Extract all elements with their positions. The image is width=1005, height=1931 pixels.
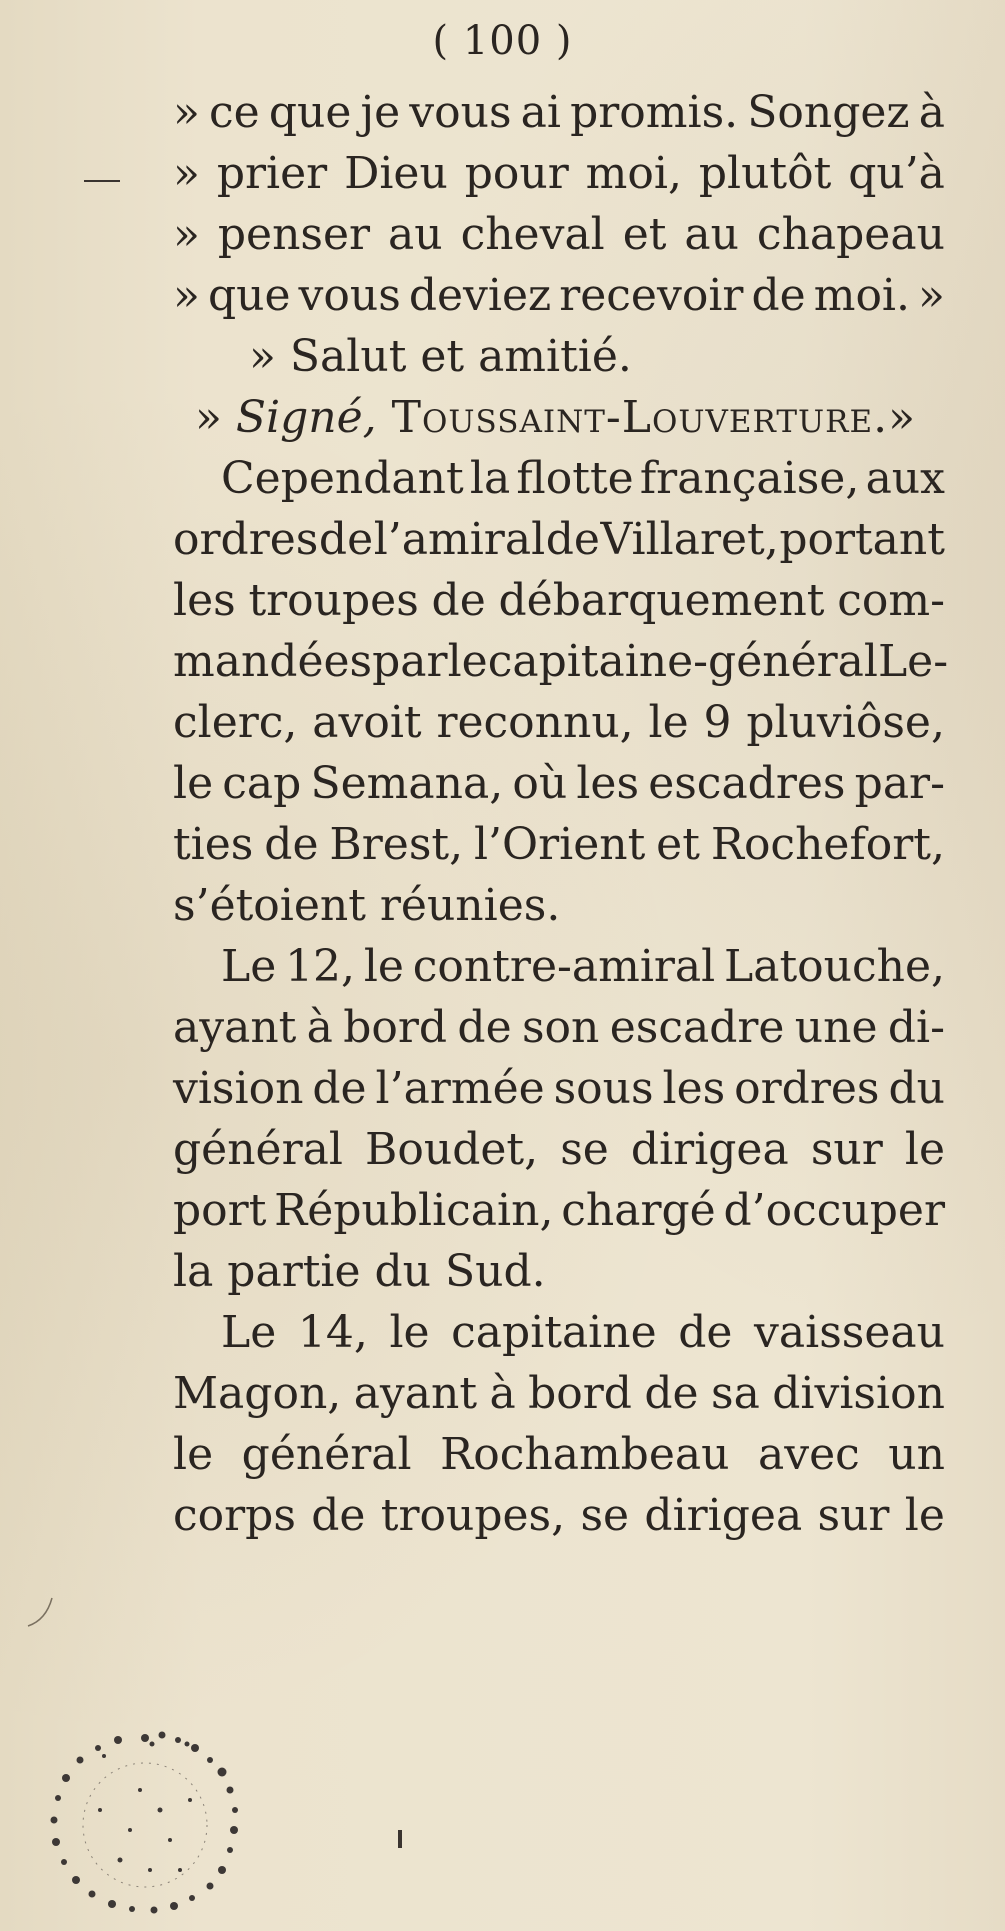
word: troupes, [380,1490,566,1541]
word: 14, [297,1307,368,1358]
word: bord [528,1368,632,1419]
word: Le- [877,636,949,687]
word: port [173,1185,267,1236]
word: ordres [173,514,319,565]
text-line: s’étoient réunies. [173,880,561,931]
word: cheval [460,209,605,260]
word: flotte [516,453,634,504]
word: je [360,87,401,138]
word: contre-amiral [412,941,716,992]
text-line [173,570,945,631]
word: ordres [734,1063,880,1114]
word: corps [173,1490,296,1541]
page-body [173,82,949,1546]
word: française, [639,453,860,504]
word: capitaine-général [487,636,878,687]
word: l’amiral [373,514,546,565]
word: qu’à [848,148,945,199]
word: ayant [353,1368,478,1419]
word: se [560,1124,609,1175]
text-line [173,1424,945,1485]
word: prier [216,148,328,199]
word: l’armée [375,1063,545,1114]
word: ce [209,87,260,138]
word: » [173,209,200,260]
word: ayant [173,1002,297,1053]
word: troupes [248,575,419,626]
word: vous [298,270,401,321]
word: capitaine [451,1307,657,1358]
word: pour [464,148,569,199]
word: Brest, [329,819,464,870]
word: le [389,1307,430,1358]
word: une [794,1002,878,1053]
word: chargé [561,1185,716,1236]
word: à [918,87,945,138]
word: ties [173,819,254,870]
text-line [173,509,945,570]
word: Le [221,941,277,992]
word: sous [553,1063,654,1114]
word: que [207,270,291,321]
word: que [268,87,352,138]
word: » [918,270,945,321]
word: di- [887,1002,945,1053]
word: vous [409,87,512,138]
word: les [173,575,236,626]
word: le [904,1490,945,1541]
word: sur [817,1490,890,1541]
text-line [173,265,945,326]
text-line [173,1302,945,1363]
word: de [644,1368,699,1419]
word: recevoir [559,270,744,321]
text-line [173,82,945,143]
word: débarquement [498,575,825,626]
word: avec [757,1429,860,1480]
word: moi. [813,270,910,321]
text-line [173,1180,945,1241]
word: cap [222,758,302,809]
word: se [580,1490,630,1541]
word: » [173,148,200,199]
word: Républicain, [274,1185,554,1236]
word: ai [520,87,561,138]
word: le [447,636,488,687]
word: au [388,209,443,260]
word: sur [810,1124,883,1175]
word: son [521,1002,600,1053]
word: Dieu [344,148,448,199]
word: à [489,1368,516,1419]
word: escadres [648,758,846,809]
word: dirigea [630,1124,789,1175]
word: les [662,1063,726,1114]
text-line [173,143,945,204]
word: général [241,1429,412,1480]
word: Magon, [173,1368,342,1419]
word: et [656,819,700,870]
word: deviez [408,270,552,321]
word: de [678,1307,733,1358]
word: à [306,1002,333,1053]
text-line [173,1119,945,1180]
word: le [648,697,689,748]
word: 9 [703,697,732,748]
text-line [173,1363,945,1424]
word: le [173,1429,214,1480]
word: bord [343,1002,448,1053]
word: Rochefort, [710,819,945,870]
text-line [173,997,945,1058]
word: par [372,636,448,687]
ink-mark [22,1590,72,1630]
word: au [684,209,739,260]
word: plutôt [698,148,832,199]
library-stamp [40,1720,250,1930]
text-line [173,936,945,997]
page-number: ( 100 ) [432,18,573,64]
word: vision [173,1063,304,1114]
word: le [363,941,404,992]
word: penser [217,209,371,260]
text-line [173,692,945,753]
word: Songez [747,87,910,138]
word: où [512,758,568,809]
word: Latouche, [724,941,945,992]
word: de [311,1490,366,1541]
word: portant [779,514,945,565]
text-line [173,814,945,875]
word: Le [221,1307,277,1358]
word: reconnu, [436,697,634,748]
text-line [173,448,945,509]
word: de [431,575,486,626]
word: division [772,1368,945,1419]
word: chapeau [756,209,945,260]
word: l’Orient [473,819,646,870]
word: de [312,1063,367,1114]
signature-signed: Signé, [235,392,377,443]
word: Cependant [221,453,464,504]
word: de [545,514,600,565]
word: sa [711,1368,760,1419]
word: mandées [173,636,373,687]
word: la [469,453,511,504]
word: de [264,819,319,870]
word: com- [837,575,945,626]
word: 12, [285,941,356,992]
signature-line [173,387,945,448]
word: Semana, [310,758,504,809]
salutation-line: » Salut et amitié. [249,331,632,382]
signature-name: Toussaint-Louverture.» [376,392,917,443]
word: un [888,1429,945,1480]
text-line [173,753,945,814]
word: le [173,758,214,809]
word: escadre [609,1002,785,1053]
word: général [173,1124,343,1175]
word: du [888,1063,945,1114]
text-line [173,631,949,692]
word: de [457,1002,512,1053]
text-line: la partie du Sud. [173,1246,546,1297]
word: d’occuper [723,1185,945,1236]
word: et [622,209,667,260]
margin-mark [84,180,120,182]
word: avoit [312,697,422,748]
word: Villaret, [600,514,779,565]
word: par- [854,758,945,809]
word: » [173,270,200,321]
word: vaisseau [754,1307,945,1358]
ink-mark [398,1830,402,1848]
word: de [318,514,374,565]
text-line [173,204,945,265]
word: » [173,87,200,138]
word: Boudet, [365,1124,539,1175]
word: moi, [585,148,682,199]
word: dirigea [644,1490,803,1541]
text-line [173,1058,945,1119]
text-line [173,1485,945,1546]
signature-prefix: » [195,392,236,443]
word: de [751,270,806,321]
word: Rochambeau [440,1429,730,1480]
word: aux [865,453,945,504]
word: promis. [570,87,739,138]
word: pluviôse, [746,697,945,748]
word: clerc, [173,697,298,748]
word: les [576,758,640,809]
word: le [904,1124,945,1175]
